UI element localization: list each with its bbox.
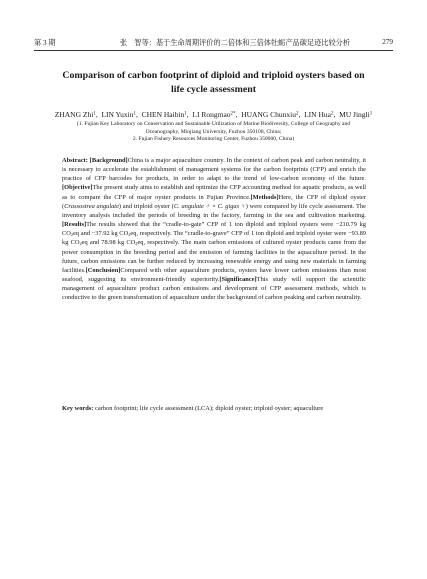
significance-tag: [Significance] — [219, 276, 257, 284]
species-name: C. gigas — [217, 202, 240, 210]
results-text: eq and 78.98 kg CO — [81, 239, 136, 247]
keywords — [62, 404, 366, 413]
objective-tag: [Objective] — [62, 184, 93, 192]
keywords-text: carbon footprint; life cycle assessment (LCA); diploid oyster; triploid oyster; aquaculture — [95, 405, 324, 412]
issue-number: 第 3 期 — [34, 39, 56, 47]
abstract — [62, 156, 366, 303]
methods-tag: [Methods] — [250, 193, 279, 201]
significance-text: This study will support the scientific management of aquaculture product carbon emissions and development of CFP assessment methods, which is conductive to the green transformation of aquaculture under the background of carbon peaking and carbon neutrality. — [62, 276, 366, 302]
author-affiliation-mark: 1 — [184, 111, 187, 117]
author-affiliation-mark: 1 — [93, 111, 96, 117]
affiliation-line-1: (1. Fujian Key Laboratory on Conservation and Sustainable Utilization of Marine Biodiversity, College of Geography and — [76, 121, 351, 127]
conclusion-text: Compared with other aquaculture products, oysters have lower carbon emissions than most seafood, suggesting its environment-friendly superiority. — [62, 266, 366, 284]
author-list: ZHANG Zhi$^1$, LIN Yuxin$^1$, CHEN Haibin$^1$, LI Rongmao$^{2*}$, HUANG Chunxiu$^2$, LIN Hua$^2$, MU Jingli$^1$ — [54, 110, 373, 119]
methods-text: ) and triploid oyster ( — [118, 202, 174, 210]
methods-text: ♂ × — [203, 202, 218, 210]
abstract-label: Abstract: — [62, 157, 88, 164]
paper-title — [40, 69, 387, 96]
running-title: 张 智等：基于生命周期评价的二倍体和三倍体牡蛎产品碳足迹比较分析 — [120, 39, 351, 47]
objective-text: The present study aims to establish and optimize the CFP accounting method for aquatic products, as well as to compare the CFP of major oyster products in Fujian Province. — [62, 184, 366, 201]
results-text: eq, respectively. The “cradle-to-grave” CFP of 1 ton diploid and triploid oyster were −93.89 kg CO — [62, 230, 367, 247]
author-name: MU Jingli — [339, 110, 370, 119]
results-text: eq, respectively. The main carbon emissions of cultured oyster products came from the power consumption in the breeding period and the emission of farming facilities in the aquaculture period. In the future, carbon emissions can be further reduced by increasing renewable energy and using new materials in farming facilities. — [62, 239, 367, 274]
subscript: 2 — [79, 241, 82, 247]
subscript: 2 — [135, 241, 138, 247]
affiliations — [34, 121, 393, 144]
title-line-1: Comparison of carbon footprint of diploid and triploid oysters based on — [62, 70, 365, 81]
header-rule — [34, 50, 393, 51]
keywords-label: Key words: — [62, 405, 94, 412]
author-affiliation-mark: 2* — [230, 111, 236, 117]
author-name: LIN Hua — [304, 110, 331, 119]
methods-text: Here, the CFP of diploid oyster ( — [62, 193, 366, 210]
background-text: China is a major aquaculture country. In the context of carbon peak and carbon neutrality, it is necessary to accelerate the establishment of management systems for the carbon footprints (CFP) and enrich the practice of CFP barcodes for products, in order to adapt to the trend of low-carbon economy of the future. — [62, 157, 366, 183]
species-name: Crassostrea angulate — [64, 202, 119, 210]
affiliation-line-3: 2. Fujian Fishery Resources Monitoring Center, Fuzhou 350000, China) — [132, 136, 295, 142]
results-text: eq and −37.92 kg CO — [73, 230, 129, 238]
author-name: LI Rongmao — [192, 110, 231, 119]
methods-text: ♀) were compared by life cycle assessment. The inventory analysis included the periods of breeding in the factory, farming in the sea and cultivation marketing. — [62, 202, 366, 219]
author-affiliation-mark: 1 — [133, 111, 136, 117]
running-header — [34, 36, 393, 50]
affiliation-line-2: Oceanography, Minjiang University, Fuzhou 350108, China; — [145, 128, 282, 135]
author-affiliation-mark: 1 — [369, 111, 373, 117]
results-text: The results showed that the “cradle-to-gate” CFP of 1 ton diploid and triploid oysters were −210.79 kg CO — [62, 221, 366, 238]
species-name: C. angulate — [173, 202, 204, 210]
page-number: 279 — [382, 38, 393, 46]
author-name: ZHANG Zhi — [54, 110, 94, 119]
author-affiliation-mark: 2 — [330, 111, 334, 117]
author-name: CHEN Haibin — [141, 110, 185, 119]
author-name: HUANG Chunxiu — [241, 110, 296, 119]
subscript: 2 — [128, 232, 131, 238]
results-tag: [Results] — [62, 221, 87, 229]
background-tag: [Background] — [89, 157, 128, 164]
title-line-2: life cycle assessment — [170, 83, 256, 95]
author-name: LIN Yuxin — [101, 110, 134, 119]
author-affiliation-mark: 2 — [295, 111, 299, 117]
subscript: 2 — [70, 232, 74, 238]
conclusion-tag: [Conclusion] — [85, 266, 121, 274]
